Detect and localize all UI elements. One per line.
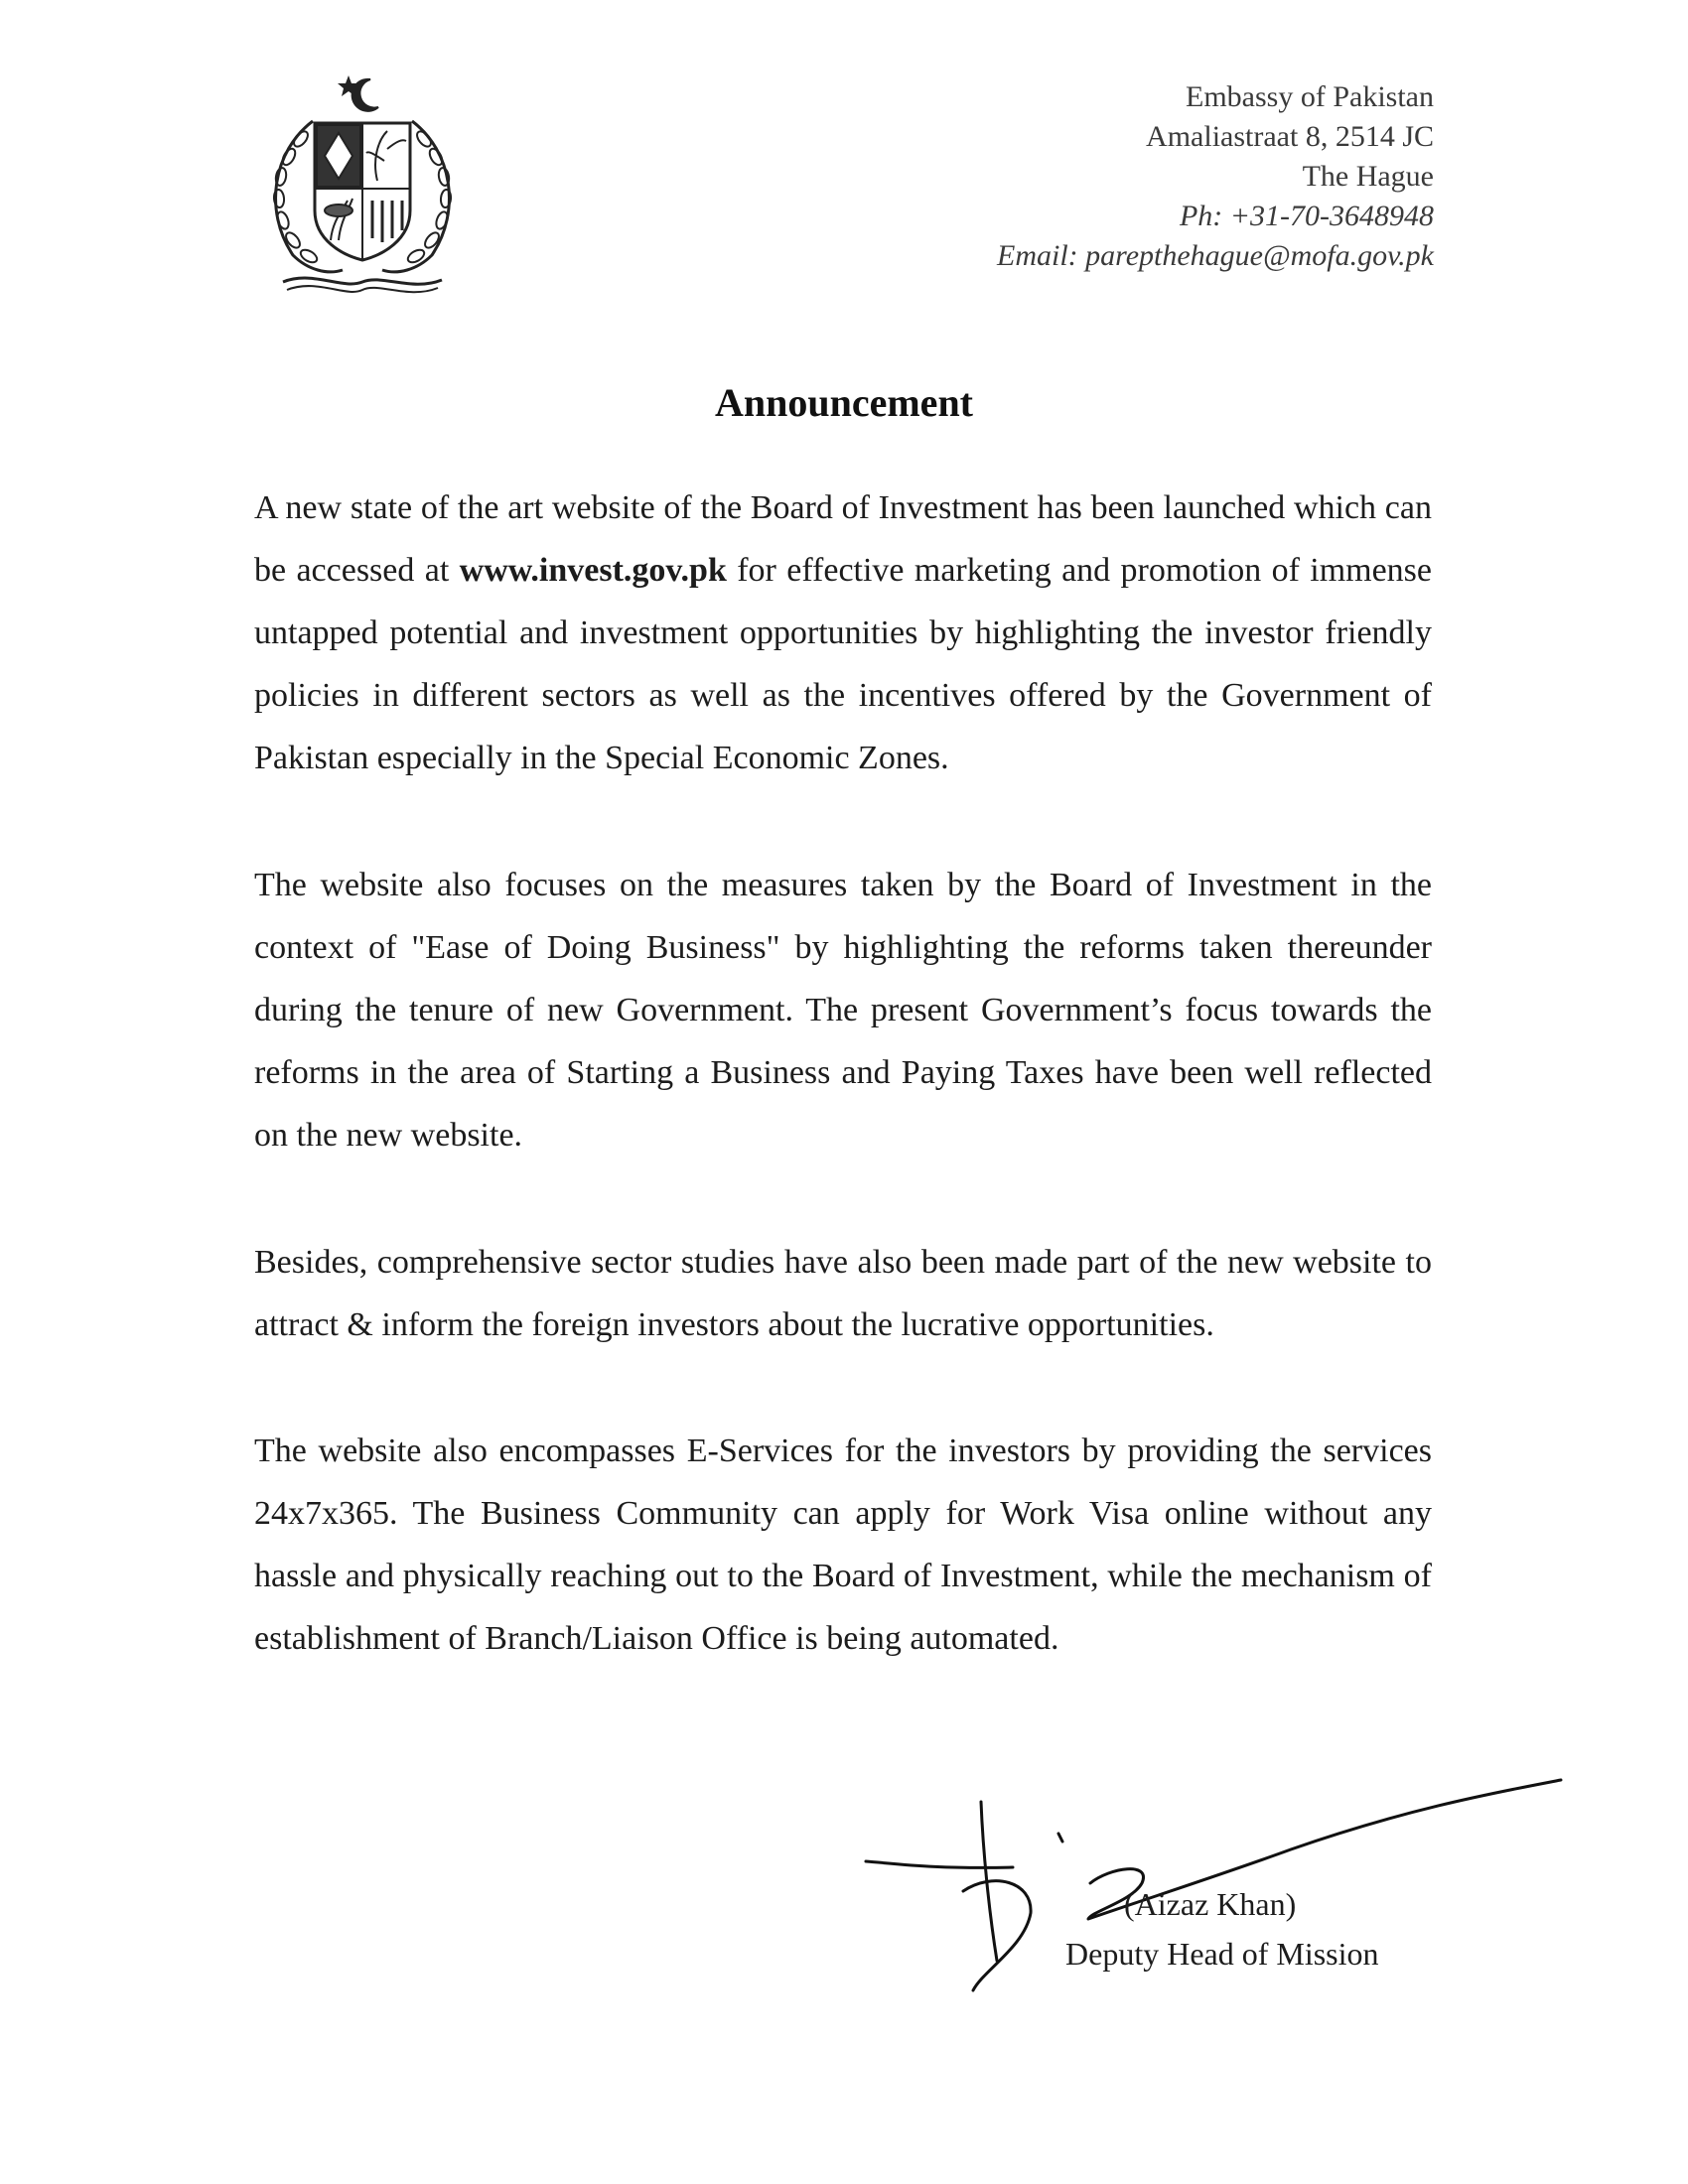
email-address: Email: parepthehague@mofa.gov.pk (997, 239, 1434, 272)
paragraph-1 (254, 477, 1432, 789)
phone-number: Ph: +31-70-3648948 (1179, 200, 1434, 232)
paragraph-1-end: for effective marketing and promotion of immense untapped potential and investment opportunities by highlighting the investor friendly policies in different sectors as well as the incentives offered by the Government of Pakistan especially in the Special Economic Zones. (254, 552, 1433, 776)
paragraph-2: The website also focuses on the measures taken by the Board of Investment in the context of "Ease of Doing Business" by highlighting the reforms taken thereunder during the tenure of new Government. The present Government’s focus towards the reforms in the area of Starting a Business and Paying Taxes have been well reflected on the new website. (254, 867, 1432, 1154)
address-line-1: Embassy of Pakistan (1186, 80, 1434, 113)
document-title: Announcement (714, 380, 974, 425)
signatory-name: (Aizaz Khan) (1124, 1886, 1297, 1922)
address-line-2: Amaliastraat 8, 2514 JC (1146, 120, 1434, 153)
paragraph-3: Besides, comprehensive sector studies have also been made part of the new website to attract & inform the foreign investors about the lucrative opportunities. (254, 1244, 1432, 1343)
state-emblem-icon (253, 62, 472, 300)
website-link[interactable]: www.invest.gov.pk (459, 552, 727, 589)
embassy-address (997, 77, 1434, 276)
signatory-title: Deputy Head of Mission (1065, 1936, 1379, 1972)
paragraph-4: The website also encompasses E-Services for the investors by providing the services 24x7x365. The Business Community can apply for Work Visa online without any hassle and physically reaching out to the Board of Investment, while the mechanism of establishment of Branch/Liaison Office is being automated. (254, 1433, 1432, 1657)
address-line-3: The Hague (1302, 160, 1434, 193)
paragraph-1-start: A new state of the art website of the Board of Investment has been launched which can be accessed at (254, 489, 1432, 589)
